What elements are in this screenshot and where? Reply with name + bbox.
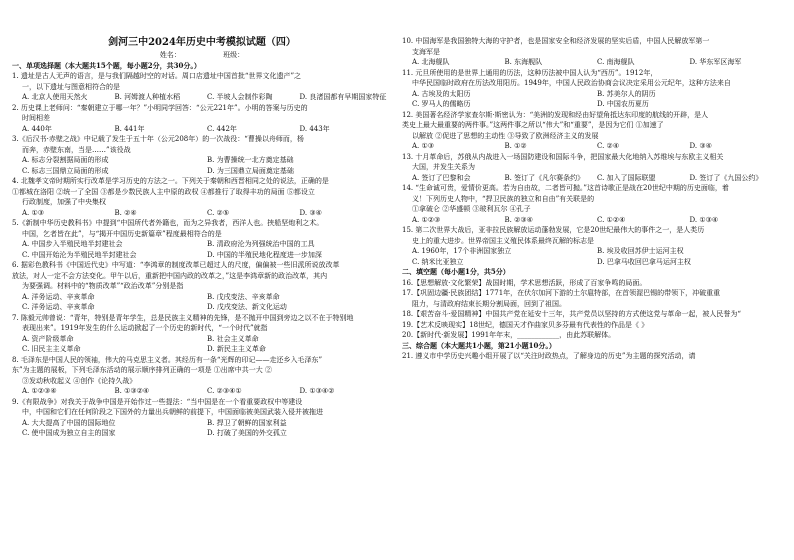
question-text: 史上的重大进步。世界帝国主义殖民体系最终瓦解的标志是 [412,236,594,245]
answer-option: D. 签订了《九国公约》 [689,173,763,182]
answer-option: C. 旧民主主义革命 [22,345,81,353]
question-text: 11. 元旦所使用的是世界上通用的历法，这种历法被中国人认为“西历”。1912年， [402,68,658,77]
question-text: 10. 中国海军是我国独特大海的守护者，也是国家安全和经济发展的坚实后盾，中国人民解放军第一 [402,37,710,45]
answer-option: D. 戊戌变法、新文化运动 [207,303,287,311]
answer-option: A. 大大提高了中国的国际地位 [22,418,116,427]
answer-option: D. 为三国鼎立局面奠定基础 [207,166,294,175]
answer-option: B. ②③④ [504,215,533,224]
left-questions [12,61,392,439]
answer-option: D. ③④ [689,142,712,150]
answer-option: A. 资产阶级革命 [22,334,74,343]
answer-option: D. ③④ [299,208,322,217]
left-column [12,0,392,560]
option-row [12,166,392,177]
question-text: 阻力，与清政府结束长期分割局面，回到了祖国。 [412,299,566,308]
answer-option: B. 河姆渡人种植水稻 [114,93,181,101]
question-text: 14. “生命诚可贵，爱情价更高。若为自由故，二者皆可抛。”这首诗歌正是战在20世纪中期的历史面临，着 [402,184,729,192]
option-row [402,246,782,257]
answer-option: B. 埃及收回苏伊士运河主权 [597,247,684,255]
answer-option: D. 443年 [299,124,330,133]
answer-option: D. 华东军区海军 [689,58,742,66]
option-row [12,250,392,261]
question-text: 15. 第二次世界大战后，亚非拉民族解放运动蓬勃发展，它是20世纪最伟大的事件之一，是人类历 [402,226,705,234]
option-row [402,141,782,152]
answer-option: A. 中国步入半殖民地半封建社会 [22,240,123,248]
answer-option: A. 440年 [22,124,52,133]
question-text: 中华民国临时政府在历法改用阳历。1949年，中国人民政治协商会议决定采用公元纪年，这种方法来自 [412,79,731,87]
answer-option: D. 中国农历夏历 [597,100,649,108]
exam-title: 剑河三中2024年历史中考模拟试题（四） [108,37,296,48]
right-top-spacer [402,0,782,36]
answer-option: B. 东海舰队 [504,58,543,66]
answer-option: A. 1960年，17个非洲国家独立 [412,247,512,255]
answer-option: A. 签订了巴黎和会 [412,173,471,182]
question-text: 1. 遗址是古人无声的语言，是与我们隔越时空的对话。周口店遗址中国首批“世界文化遗产”之 [12,72,302,80]
answer-option: D. 良渚国都有早期国家特征 [299,93,387,101]
question-text: 9.《有限战争》对我关于战争中国是开始作过一些提法：“当中国是在一个看重要政权中等建设 [12,397,303,406]
answer-option: C. ①②④ [597,215,626,224]
question-text: 一，以下遗址与图意相符合的是 [22,82,120,91]
option-row [12,124,392,135]
question-text: 而奔，赤壁东南，当是……”该役战 [22,145,131,154]
question-text: 19.【艺术反映现实】18世纪，德国天才作曲家贝多芬最有代表性的作品是《 》 [402,320,649,329]
option-row [12,155,392,166]
answer-option: A. ①②③④ [22,387,57,395]
question-text: 4. 北魏孝文帝时期所实行改革是学习历史的方法之一。下列关于秦朝和西晋相同之处的说法，正确的是 [12,177,329,185]
answer-option: C. ②⑤ [207,208,230,217]
answer-option: B. 清政府沦为列强统治中国的工具 [207,240,315,248]
option-row [12,208,392,219]
section-heading: 二、填空题（每小题1分，共5分） [402,267,510,276]
answer-option: D. 巴拿马收回巴拿马运河主权 [597,257,691,266]
question-text: 20.【新时代·新发展】1991年年末，____________，由此苏联解体。 [402,331,616,339]
answer-option: A. 北海舰队 [412,58,450,66]
question-text: 类史上最大最重要的两件事。”这两件事之所以“伟大”和“重要”，是因为它们 ①加速了 [402,121,664,129]
question-text: 行政制度，加强了中央集权 [22,198,106,206]
answer-option: C. ②③④① [207,387,242,395]
option-row [12,334,392,345]
answer-option: C. 442年 [207,124,237,133]
answer-option: A. ①②③ [412,215,441,224]
question-text: 13. 十月革命后，苏俄从内战进入一场国防建设和国际斗争，把国家最大化地纳入苏维埃与东欧主义相关 [402,152,724,161]
section-heading: 三、综合题（本大题共1小题，第21小题10分。） [402,340,556,350]
question-text: 为要强调。材料中的“物质改革”“政治改革”分别是指 [22,282,184,290]
question-text: 时间相差 [22,114,50,122]
question-text: 17.【巩固边疆·民族团结】1771年，在伏尔加河下游的土尔扈特部，在首领渥巴锡的带领下，冲破重重 [402,289,721,297]
answer-option: A. 北京人使用天然火 [22,93,88,101]
question-text: 东”为主题的展板，下列毛泽东活动的展示顺序排列正确的一项是 ①出席中共一大 ② [12,366,273,374]
option-row [12,386,392,397]
option-row [402,57,782,68]
question-text: 以解放 ②促进了思想的主动性 ③导致了欧洲经济主义的发展 [412,131,599,140]
answer-option: A. ①③ [412,142,435,150]
question-text: 支海军是 [412,47,440,56]
option-row [402,89,782,100]
question-text: 16.【思想解放·文化繁荣】战国时期，学术思想活跃，形成了百家争鸣的局面。 [402,278,647,287]
question-text: 中国，乞者皆在此”，与“揭开中国历史新篇章”程度最相符合的是 [22,229,222,238]
question-text: 12. 美国著名经济学家查尔斯·斯密认为：“美洲的发现和经由好望角抵达东印度的航线的开辟，是人 [402,110,709,119]
answer-option: A. 标志分裂割据局面的形成 [22,156,109,164]
question-text: 8. 毛泽东是中国人民的领袖，伟大的马克思主义者。其经历有一条“光辉的印记——走还乡入毛泽东” [12,355,323,364]
answer-option: D. ①③④ [689,215,719,224]
answer-option: D. 中国的半殖民地化程度进一步加深 [207,250,322,259]
section-heading: 一、单项选择题（本大题共15个题，每小题2分，共30分。） [12,60,201,70]
answer-option: A. 古埃及的太阳历 [412,89,471,98]
answer-option: C. 南海舰队 [597,58,635,66]
answer-option: B. 捍卫了朝鲜的国家利益 [207,418,287,427]
answer-option: C. 半坡人会制作彩陶 [207,93,273,101]
question-text: 放法，对人一定不会方法变化。甲午以后，重新把中国内政的改革之，”这是李鸿章新的政治改革，其内 [12,271,328,280]
option-row [402,257,782,268]
answer-option: C. 罗马人的儒略历 [412,100,471,108]
answer-option: A. ①③ [22,208,45,217]
question-text: 18.【艰苦奋斗·爱国精神】中国共产党在延安十三年，共产党员以坚持的方式使这党与革命一起，被人民誉为“ [402,310,741,318]
option-row [402,204,782,215]
answer-option: B. 社会主义革命 [207,334,259,343]
question-text: 表现出来”。1919年发生的什么运动掀起了一个历史的新时代，“一个时代”就指 [22,324,268,332]
question-text: 大国，并发生关系为 [412,163,475,171]
answer-option: B. 441年 [114,124,145,133]
answer-option: C. 纳米比亚独立 [412,257,464,266]
answer-option: B. ①② [504,142,527,150]
option-row [12,92,392,103]
answer-option: D. 新民主主义革命 [207,345,266,353]
answer-option: B. ①③②④ [114,387,150,395]
answer-option: B. ②④ [114,208,137,217]
question-text: 7. 陈毅元帅曾说：“青年，特别是青年学生，总是民族主义精神的先锋，是不抛开中国到旁边之以不在于特别地 [12,313,354,322]
answer-option: B. 为曹操统一北方奠定基础 [207,156,294,164]
answer-option: C. 洋务运动、辛亥革命 [22,303,95,311]
answer-option: D. ①③④② [299,387,335,395]
answer-option: C. 中国开始沦为半殖民地半封建社会 [22,250,137,259]
question-text: 5.《新制中华历史教科书》中提到“中国所代者外籍也，而为之异我者，西洋人也。挟船坚炮利之术。 [12,219,324,227]
name-class-fields [12,50,392,61]
question-text: 6. 据彩色教科书《中国近代史》中写道：“李鸿章的制度改革已超过人的尺度，偏偏被一些旧派所说放改革 [12,261,340,269]
answer-option: ①拿破仑 ②华盛顿 ③玻利瓦尔 ④孔子 [412,205,531,213]
option-row [12,428,392,439]
answer-option: D. 打破了美国的外交孤立 [207,429,287,437]
right-column [402,0,782,560]
class-label: 班级： [223,51,245,59]
option-row [12,239,392,250]
answer-option: A. 洋务运动、辛亥革命 [22,292,95,301]
question-text: ①都城在洛阳 ②统一了全国 ③都是少数民族人主中原的政权 ④都推行了取得丰功的局面 ⑤都设立 [12,187,315,196]
option-row [402,173,782,184]
question-text: 2. 历史课上老师问：“秦朝建立于哪一年？”小明同学回答：“公元221年”。小明的答案与历史的 [12,103,308,112]
option-row [402,215,782,226]
question-text: 21. 遵义市中学历史兴趣小组开展了以“关注时政热点，了解身边的历史”为主题的探究活动，请 [402,352,696,360]
question-text: ③发动秋收起义 ④创作《论持久战》 [22,376,137,385]
answer-option: B. 戊戌变法、辛亥革命 [207,292,280,301]
option-row [12,302,392,313]
name-label: 姓名： [159,51,181,59]
answer-option: C. ②④ [597,142,620,150]
question-text: 义！下列历史人物中，“捍卫民族的独立和自由”有关联是的 [412,194,595,203]
option-row [12,344,392,355]
answer-option: C. 使中国成为独立自主的国家 [22,429,116,437]
question-text: 中，中国和它们在任何阶段之下国外的力量出兵朝鲜的前提下，中国面临被美国武装入侵并被拖进 [22,408,323,416]
answer-option: B. 签订了《凡尔赛条约》 [504,173,585,182]
answer-option: B. 苏美尔人的阴历 [597,89,656,98]
answer-option: C. 标志三国鼎立局面的形成 [22,166,109,175]
option-row [12,292,392,303]
right-questions [402,36,782,362]
question-text: 3.《后汉书·赤壁之战》中记载了发生于五十年（公元208年）的一次战役：“曹操以舟师而，杨 [12,135,304,143]
option-row [12,418,392,429]
answer-option: C. 加入了国际联盟 [597,173,656,182]
option-row [402,99,782,110]
